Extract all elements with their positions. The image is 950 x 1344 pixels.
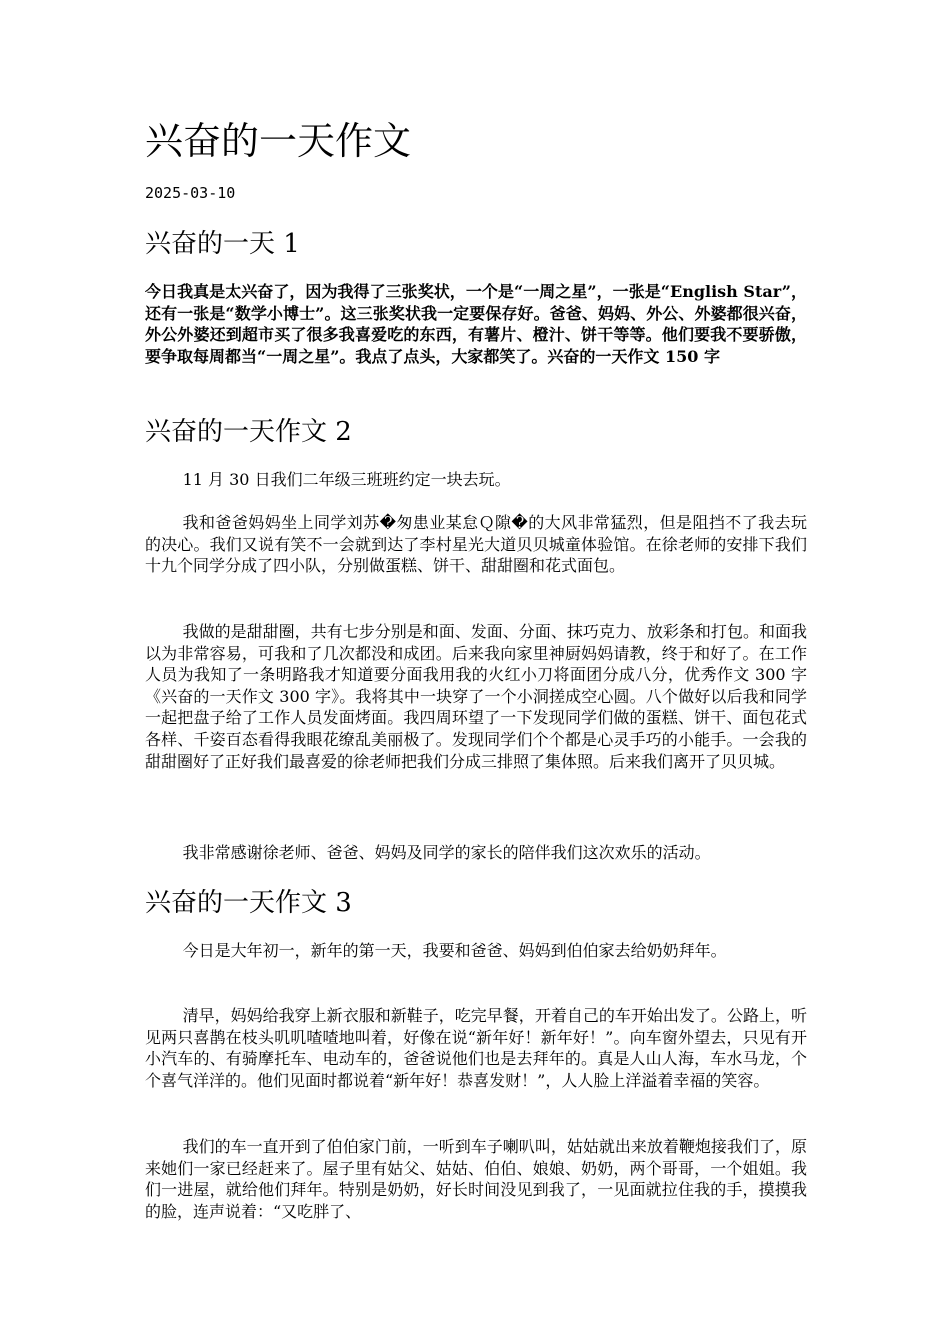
section-2-paragraph-1: 11 月 30 日我们二年级三班班约定一块去玩。 xyxy=(182,470,511,489)
section-3-paragraph-1: 今日是大年初一，新年的第一天，我要和爸爸、妈妈到伯伯家去给奶奶拜年。 xyxy=(182,941,727,960)
section-heading-1: 兴奋的一天 1 xyxy=(145,229,300,259)
section-heading-2: 兴奋的一天作文 2 xyxy=(145,417,352,447)
section-2-paragraph-2: 我和爸爸妈妈坐上同学刘苏�匆患业某怠Ｑ隙�的大风非常猛烈，但是阻挡不了我去玩的决心。我们又说有笑不一会就到达了李村星光大道贝贝城童体验馆。在徐老师的安排下我们十九个同学分成了四小队，分别做蛋糕、饼干、甜甜圈和花式面包。 xyxy=(145,513,807,576)
section-heading-3: 兴奋的一天作文 3 xyxy=(145,888,352,918)
section-2-paragraph-3: 我做的是甜甜圈，共有七步分别是和面、发面、分面、抹巧克力、放彩条和打包。和面我以为非常容易，可我和了几次都没和成团。后来我向家里神厨妈妈请教，终于和好了。在工作人员为我知了一条明路我才知道要分面我用我的火红小刀将面团分成八分，优秀作文 300 字《兴奋的一天作文 300 字》。我将其中一块穿了一个小洞搓成空心圆。八个做好以后我和同学一起把盘子给了工作人员发面烤面。我四周环望了一下发现同学们做的蛋糕、饼干、面包花式各样、千姿百态看得我眼花缭乱美丽极了。发现同学们个个都是心灵手巧的小能手。一会我的甜甜圈好了正好我们最喜爱的徐老师把我们分成三排照了集体照。后来我们离开了贝贝城。 xyxy=(145,622,807,771)
document-title: 兴奋的一天作文 xyxy=(145,119,412,163)
section-3-paragraph-2: 清早，妈妈给我穿上新衣服和新鞋子，吃完早餐，开着自己的车开始出发了。公路上，听见两只喜鹊在枝头叽叽喳喳地叫着，好像在说“新年好！新年好！”。向车窗外望去，只见有开小汽车的、有骑摩托车、电动车的，爸爸说他们也是去拜年的。真是人山人海，车水马龙，个个喜气洋洋的。他们见面时都说着“新年好！恭喜发财！”，人人脸上洋溢着幸福的笑容。 xyxy=(145,1006,807,1090)
section-1-paragraph-1: 今日我真是太兴奋了，因为我得了三张奖状，一个是“一周之星”，一张是“English Star”，还有一张是“数学小博士”。这三张奖状我一定要保存好。爸爸、妈妈、外公、外婆都很兴奋，外公外婆还到超市买了很多我喜爱吃的东西，有薯片、橙汁、饼干等等。他们要我不要骄傲，要争取每周都当“一周之星”。我点了点头，大家都笑了。兴奋的一天作文 150 字 xyxy=(145,282,807,366)
section-2-paragraph-4: 我非常感谢徐老师、爸爸、妈妈及同学的家长的陪伴我们这次欢乐的活动。 xyxy=(182,843,711,862)
document-date: 2025-03-10 xyxy=(145,184,236,202)
section-3-paragraph-3: 我们的车一直开到了伯伯家门前，一听到车子喇叭叫，姑姑就出来放着鞭炮接我们了，原来她们一家已经赶来了。屋子里有姑父、姑姑、伯伯、娘娘、奶奶，两个哥哥，一个姐姐。我们一进屋，就给他们拜年。特别是奶奶，好长时间没见到我了，一见面就拉住我的手，摸摸我的脸，连声说着：“又吃胖了、 xyxy=(145,1137,807,1221)
